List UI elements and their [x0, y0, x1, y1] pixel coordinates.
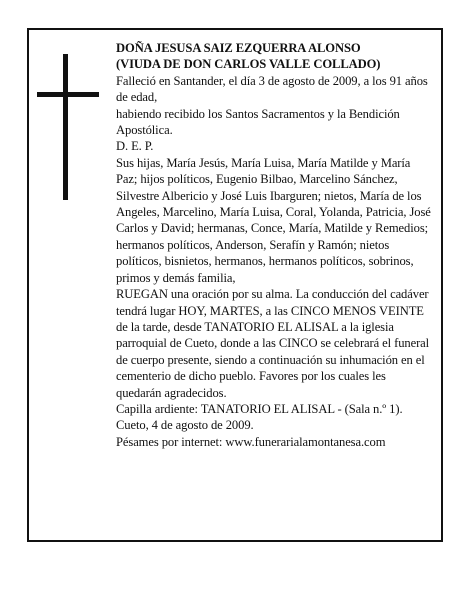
- cross-icon: [37, 54, 99, 200]
- death-details: Falleció en Santander, el día 3 de agosto de 2009, a los 91 años de edad,: [116, 73, 428, 105]
- condolences-line: Pésames por internet: www.funerarialamontanesa.com: [116, 434, 386, 449]
- notice-text: [116, 40, 434, 450]
- obituary-notice: [27, 28, 443, 542]
- family-paragraph: Sus hijas, María Jesús, María Luisa, María Matilde y María Paz; hijos políticos, Eugenio Bilbao, Marcelino Sánchez, Silvestre Albericio y José Luis Ibarguren; nietos, María de los Angeles, Marcelino, María Luisa, Coral, Yolanda, Patricia, José Carlos y David; hermanas, Conce, María, Matilde y Remedios; hermanos políticos, Anderson, Serafín y Ramón; nietos políticos, bisnietos, hermanos, hermanos políticos, sobrinos, primos y demás familia,: [116, 155, 431, 285]
- chapel-paragraph: Capilla ardiente: TANATORIO EL ALISAL - (Sala n.º 1). Cueto, 4 de agosto de 2009.: [116, 401, 403, 433]
- deceased-name: DOÑA JESUSA SAIZ EZQUERRA ALONSO: [116, 41, 361, 55]
- widow-of-line: (VIUDA DE DON CARLOS VALLE COLLADO): [116, 57, 381, 72]
- sacraments-line: habiendo recibido los Santos Sacramentos y la Bendición Apostólica.: [116, 106, 400, 138]
- ruegan-paragraph: RUEGAN una oración por su alma. La conducción del cadáver tendrá lugar HOY, MARTES, a las CINCO MENOS VEINTE de la tarde, desde TANATORIO EL ALISAL a la iglesia parroquial de Cueto, donde a las CINCO se celebrará el funeral de cuerpo presente, siendo a continuación su inhumación en el cementerio de dicho pueblo. Favores por los cuales les quedarán agradecidos.: [116, 287, 430, 400]
- dep-line: D. E. P.: [116, 139, 154, 154]
